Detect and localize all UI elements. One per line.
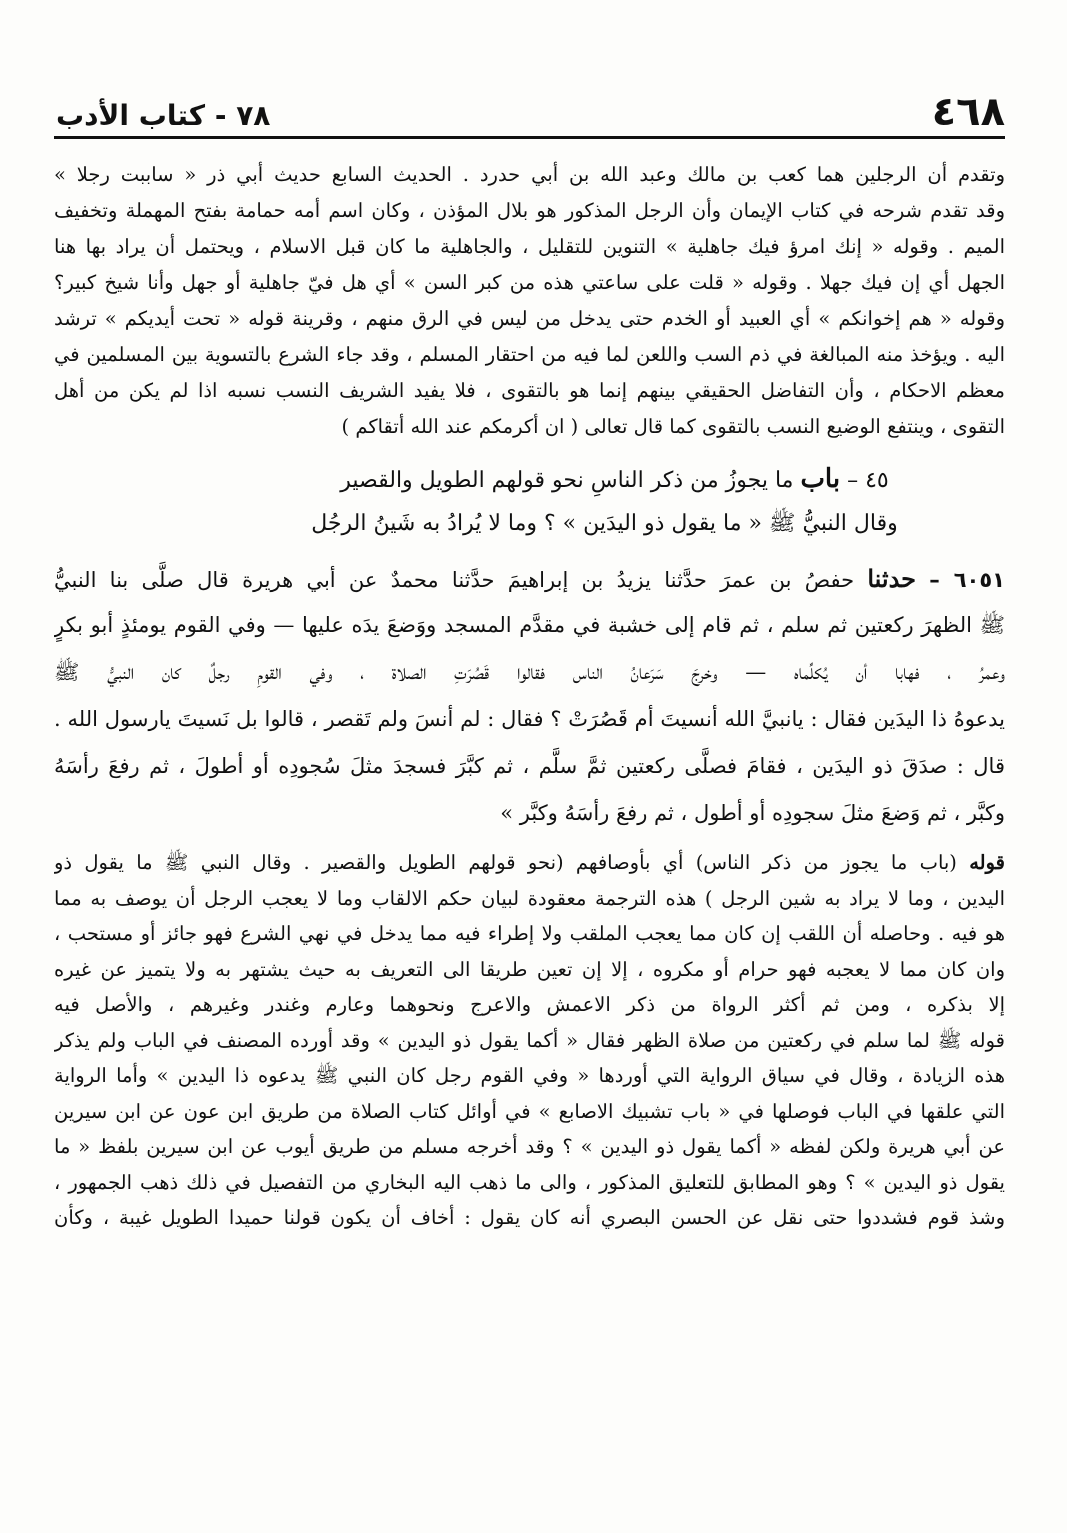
commentary-line: التي علقها في الباب فوصلها في « باب تشبيك الاصابع » في أوائل كتاب الصلاة من طريق ابن عون عن ابن سيرين (54, 1099, 1005, 1123)
text-line: الميم . وقوله « إنك امرؤ فيك جاهلية » التنوين للتقليل ، والجاهلية ما كان قبل الاسلام ، ويحتمل أن يراد بها هنا (54, 235, 1005, 258)
page-number: ٤٦٨ (931, 89, 1005, 135)
chapter-subtitle: وقال النبيُّ ﷺ « ما يقول ذو اليدَين » ؟ وما لا يُرادُ به شَينُ الرجُل (311, 511, 898, 536)
commentary-line: وشذ قوم فشددوا حتى نقل عن الحسن البصري أنه كان يقول : أخاف أن يكون قولنا حميدا الطويل غيبة ، وكأن (54, 1206, 1005, 1229)
text-line: الجهل أي إن فيك جهلا . وقوله « قلت على ساعتي هذه من كبر السن » أي هل فيّ جاهلية أو جهل وأنا شيخ كبير؟ (54, 271, 1005, 294)
hadith-block (54, 555, 1005, 837)
commentary-text: (باب ما يجوز من ذكر الناس) أي بأوصافهم (نحو قولهم الطويل والقصير . وقال النبي ﷺ ما يقول ذو (54, 851, 957, 874)
chapter-title: ما يجوزُ من ذكر الناسِ نحو قولهم الطويل والقصير (340, 468, 794, 493)
commentary-line: هذه الزيادة ، وقال في سياق الرواية التي أوردها « وفي القوم رجل كان النبي ﷺ يدعوه ذا اليدين » وأما الرواية (54, 1064, 1005, 1087)
text-line: وتقدم أن الرجلين هما كعب بن مالك وعبد الله بن أبي حدرد . الحديث السابع حديث أبي ذر « ساببت رجلا » (54, 163, 1005, 186)
text-line: وقد تقدم شرحه في كتاب الإيمان وأن الرجل المذكور هو بلال المؤذن ، وكان اسم أمه حمامة بفتح المهملة وتخفيف (54, 199, 1005, 222)
commentary-line: وان كان مما لا يعجبه فهو حرام أو مكروه ، إلا إن تعين طريقا الى التعريف به حيث يشتهر به ولا يتميز عن غيره (54, 957, 1005, 981)
page-header (54, 89, 1005, 139)
commentary-line: إلا بذكره ، ومن ثم أكثر الرواة من ذكر الاعمش والاعرج ونحوهما وعارم وغندر وغيرهم ، والأصل فيه (54, 993, 1005, 1016)
haddathana-word: حدثنا (867, 564, 917, 593)
text-line: التقوى ، وينتفع الوضيع النسب بالتقوى كما قال تعالى ( ان أكرمكم عند الله أتقاكم ) (341, 415, 1005, 438)
commentary-line: قوله ﷺ لما سلم في ركعتين من صلاة الظهر فقال « أكما يقول ذو اليدين » وقد أورده المصنف في الباب ولم يذكر (54, 1028, 1005, 1052)
commentary-line: اليدين ، وما لا يراد به شين الرجل ) هذه الترجمة معقودة لبيان حكم الالقاب وما لا يعجب الرجل أن يوصف به مما (54, 886, 1005, 910)
commentary-line: هو فيه . وحاصله أن اللقب إن كان مما يعجب الملقب ولا إطراء فيه مما يدخل في نهي الشرع فهو جائز أو مستحب ، (54, 922, 1005, 945)
text-line: اليه . ويؤخذ منه المبالغة في ذم السب واللعن لما فيه من احتقار المسلم ، وقد جاء الشرع بالتسوية بين المسلمين في (54, 343, 1005, 366)
running-title: ٧٨ - كتاب الأدب (56, 99, 271, 132)
hadith-line: يدعوهُ ذا اليدَين فقال : يانبيَّ الله أنسيتَ أم قَصُرَتْ ؟ فقال : لم أنسَ ولم تَقصر ، قالوا بل نَسيتَ يارسول الله . (54, 707, 1005, 731)
text-line: معظم الاحكام ، وأن التفاضل الحقيقي بينهم إنما هو بالتقوى ، فلا يفيد الشريف النسب نسبه اذا لم يكن من أهل (54, 379, 1005, 402)
text-line: وقوله « هم إخوانكم » أي العبيد أو الخدم حتى يدخل من ليس في الرق منهم ، وقرينة قوله « تحت أيديكم » ترشد (54, 307, 1005, 330)
commentary-line (54, 845, 1005, 881)
commentary-line: يقول ذو اليدين » ؟ وهو المطابق للتعليق المذكور ، والى ما ذهب اليه البخاري من التفصيل في ذلك ذهب الجمهور ، (54, 1170, 1005, 1194)
hadith-number: ٦٠٥١ – (929, 568, 1005, 592)
hadith-line: وعمرُ ، فهابا أن يُكلِّماه — وخرجَ سَرَعانُ الناس فقالوا قَصُرَتِ الصلاة ، وفي القومِ رجلٌ كان النبيُّ ﷺ (54, 660, 1005, 684)
hadith-text: حفصُ بن عمرَ حدَّثنا يزيدُ بن إبراهيمَ حدَّثنا محمدٌ عن أبي هريرة قال صلَّى بنا النبيُّ (54, 568, 855, 592)
top-paragraph (54, 157, 1005, 445)
qawluhu-word: قوله (969, 851, 1005, 874)
hadith-line: وكبَّر ، ثم وَضعَ مثلَ سجودِه أو أطول ، ثم رفعَ رأسَهُ وكبَّر » (500, 801, 1005, 825)
commentary-block (54, 845, 1005, 1236)
hadith-line (54, 555, 1005, 602)
hadith-line: ﷺ الظهرَ ركعتين ثم سلم ، ثم قام إلى خشبة في مقدَّم المسجد ووَضعَ يدَه عليها — وفي القوم يومئذٍ أبو بكرٍ (54, 613, 1005, 637)
chapter-heading (54, 457, 1005, 501)
hadith-line: قال : صدَقَ ذو اليدَين ، فقامَ فصلَّى ركعتين ثمَّ سلَّم ، ثم كبَّرَ فسجدَ مثلَ سُجودِه أو أطولَ ، ثم رفعَ رأسَهُ (54, 754, 1005, 778)
chapter-number: ٤٥ – (847, 468, 889, 493)
chapter-word: باب (800, 464, 841, 494)
commentary-line: عن أبي هريرة ولكن لفظه « أكما يقول ذو اليدين » ؟ وقد أخرجه مسلم من طريق أيوب عن ابن سيرين بلفظ « ما (54, 1135, 1005, 1158)
page-body (54, 157, 1005, 1236)
